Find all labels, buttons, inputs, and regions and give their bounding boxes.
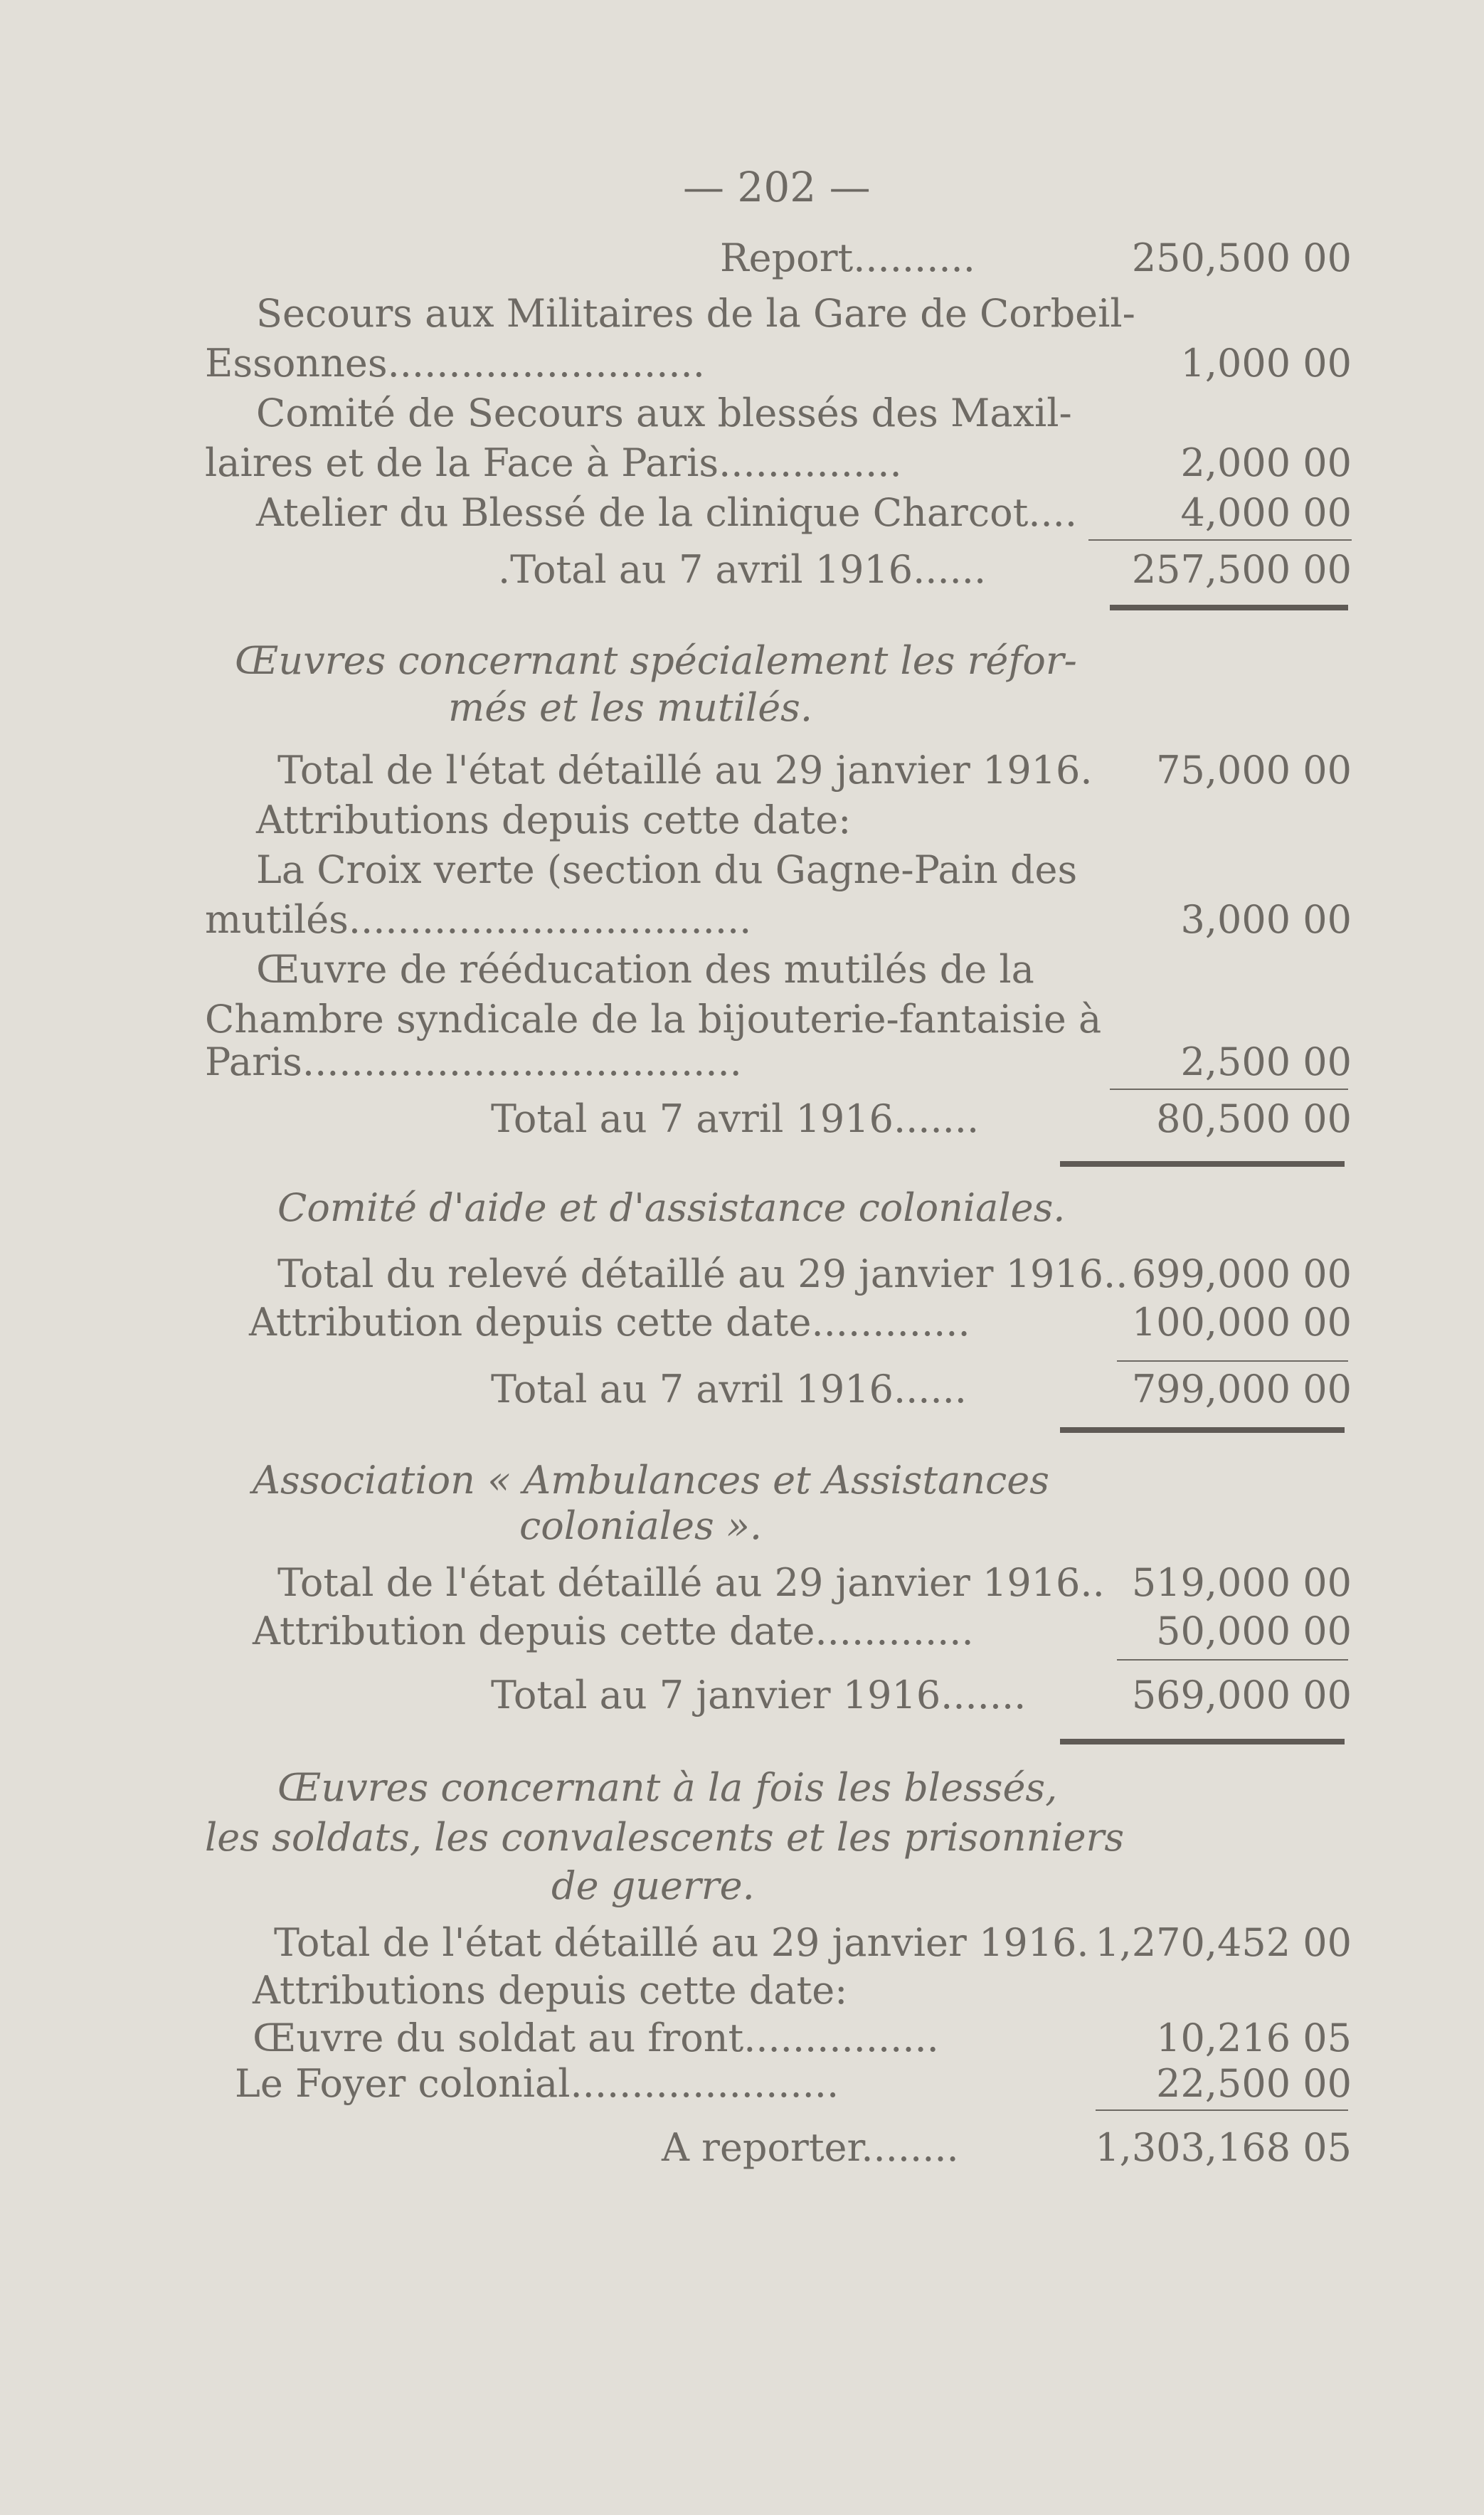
- total-label: Total au 7 janvier 1916.......: [491, 1673, 1027, 1717]
- line-text: Essonnes..........................: [205, 341, 705, 386]
- carry-amount: 1,303,168 05: [1095, 2125, 1352, 2170]
- line-amount: 100,000 00: [1131, 1300, 1352, 1345]
- line-amount: 22,500 00: [1156, 2061, 1352, 2106]
- line-text: Œuvre de rééducation des mutilés de la: [256, 947, 1034, 992]
- line-amount: 50,000 00: [1156, 1609, 1352, 1653]
- line-amount: 519,000 00: [1131, 1560, 1352, 1605]
- line-text: Comité de Secours aux blessés des Maxil-: [256, 391, 1072, 435]
- line-text: Paris....................................: [205, 1039, 742, 1084]
- line-amount: 1,270,452 00: [1095, 1920, 1352, 1965]
- line-text: Attributions depuis cette date:: [256, 798, 852, 842]
- sum-rule: [1088, 539, 1352, 541]
- line-text: Total de l'état détaillé au 29 janvier 1916.: [277, 748, 1093, 793]
- total-amount: 569,000 00: [1131, 1673, 1352, 1717]
- report-label: Report..........: [720, 235, 975, 280]
- line-text: Attributions depuis cette date:: [253, 1968, 848, 2013]
- line-text: Œuvre du soldat au front................: [253, 2016, 939, 2060]
- carry-label: A reporter........: [662, 2125, 959, 2170]
- line-amount: 2,500 00: [1180, 1039, 1352, 1084]
- total-label: .Total au 7 avril 1916......: [498, 547, 987, 592]
- total-amount: 799,000 00: [1131, 1367, 1352, 1412]
- section-divider: [1060, 1739, 1345, 1744]
- line-amount: 75,000 00: [1156, 748, 1352, 793]
- sum-rule: [1110, 1089, 1348, 1090]
- section-title: Association « Ambulances et Assistances: [253, 1458, 1049, 1503]
- section-title: coloniales ».: [519, 1503, 763, 1548]
- section-title: Comité d'aide et d'assistance coloniales.: [277, 1185, 1066, 1230]
- sum-rule: [1096, 2109, 1348, 2111]
- line-text: Total du relevé détaillé au 29 janvier 1916..: [277, 1251, 1128, 1296]
- section-title: Œuvres concernant spécialement les réfor-: [235, 638, 1077, 683]
- total-amount: 257,500 00: [1131, 547, 1352, 592]
- line-text: mutilés.................................: [205, 897, 752, 942]
- section-divider: [1060, 1427, 1345, 1433]
- line-text: Secours aux Militaires de la Gare de Corbeil-: [256, 291, 1135, 336]
- total-label: Total au 7 avril 1916......: [491, 1367, 967, 1412]
- section-title: de guerre.: [551, 1863, 755, 1908]
- section-title: Œuvres concernant à la fois les blessés,: [277, 1765, 1058, 1810]
- line-text: Atelier du Blessé de la clinique Charcot....: [256, 490, 1077, 535]
- line-text: Total de l'état détaillé au 29 janvier 1916..: [277, 1560, 1105, 1605]
- line-amount: 10,216 05: [1156, 2016, 1352, 2060]
- line-text: Chambre syndicale de la bijouterie-fantaisie à: [205, 997, 1102, 1042]
- section-divider: [1060, 1161, 1345, 1167]
- section-divider: [1110, 605, 1348, 610]
- line-text: La Croix verte (section du Gagne-Pain des: [256, 847, 1078, 892]
- line-amount: 3,000 00: [1180, 897, 1352, 942]
- report-amount: 250,500 00: [1131, 235, 1352, 280]
- line-amount: 4,000 00: [1180, 490, 1352, 535]
- page-number: — 202 —: [683, 163, 871, 211]
- line-amount: 1,000 00: [1180, 341, 1352, 386]
- line-amount: 699,000 00: [1131, 1251, 1352, 1296]
- line-amount: 2,000 00: [1180, 440, 1352, 485]
- line-text: Attribution depuis cette date.............: [249, 1300, 970, 1345]
- total-label: Total au 7 avril 1916.......: [491, 1096, 980, 1141]
- line-text: Le Foyer colonial......................: [235, 2061, 839, 2106]
- section-title: més et les mutilés.: [448, 685, 813, 730]
- section-title: les soldats, les convalescents et les prisonniers: [205, 1815, 1125, 1860]
- sum-rule: [1117, 1360, 1348, 1362]
- line-text: Total de l'état détaillé au 29 janvier 1916.: [274, 1920, 1089, 1965]
- line-text: laires et de la Face à Paris...............: [205, 440, 902, 485]
- sum-rule: [1117, 1659, 1348, 1661]
- line-text: Attribution depuis cette date.............: [253, 1609, 974, 1653]
- total-amount: 80,500 00: [1156, 1096, 1352, 1141]
